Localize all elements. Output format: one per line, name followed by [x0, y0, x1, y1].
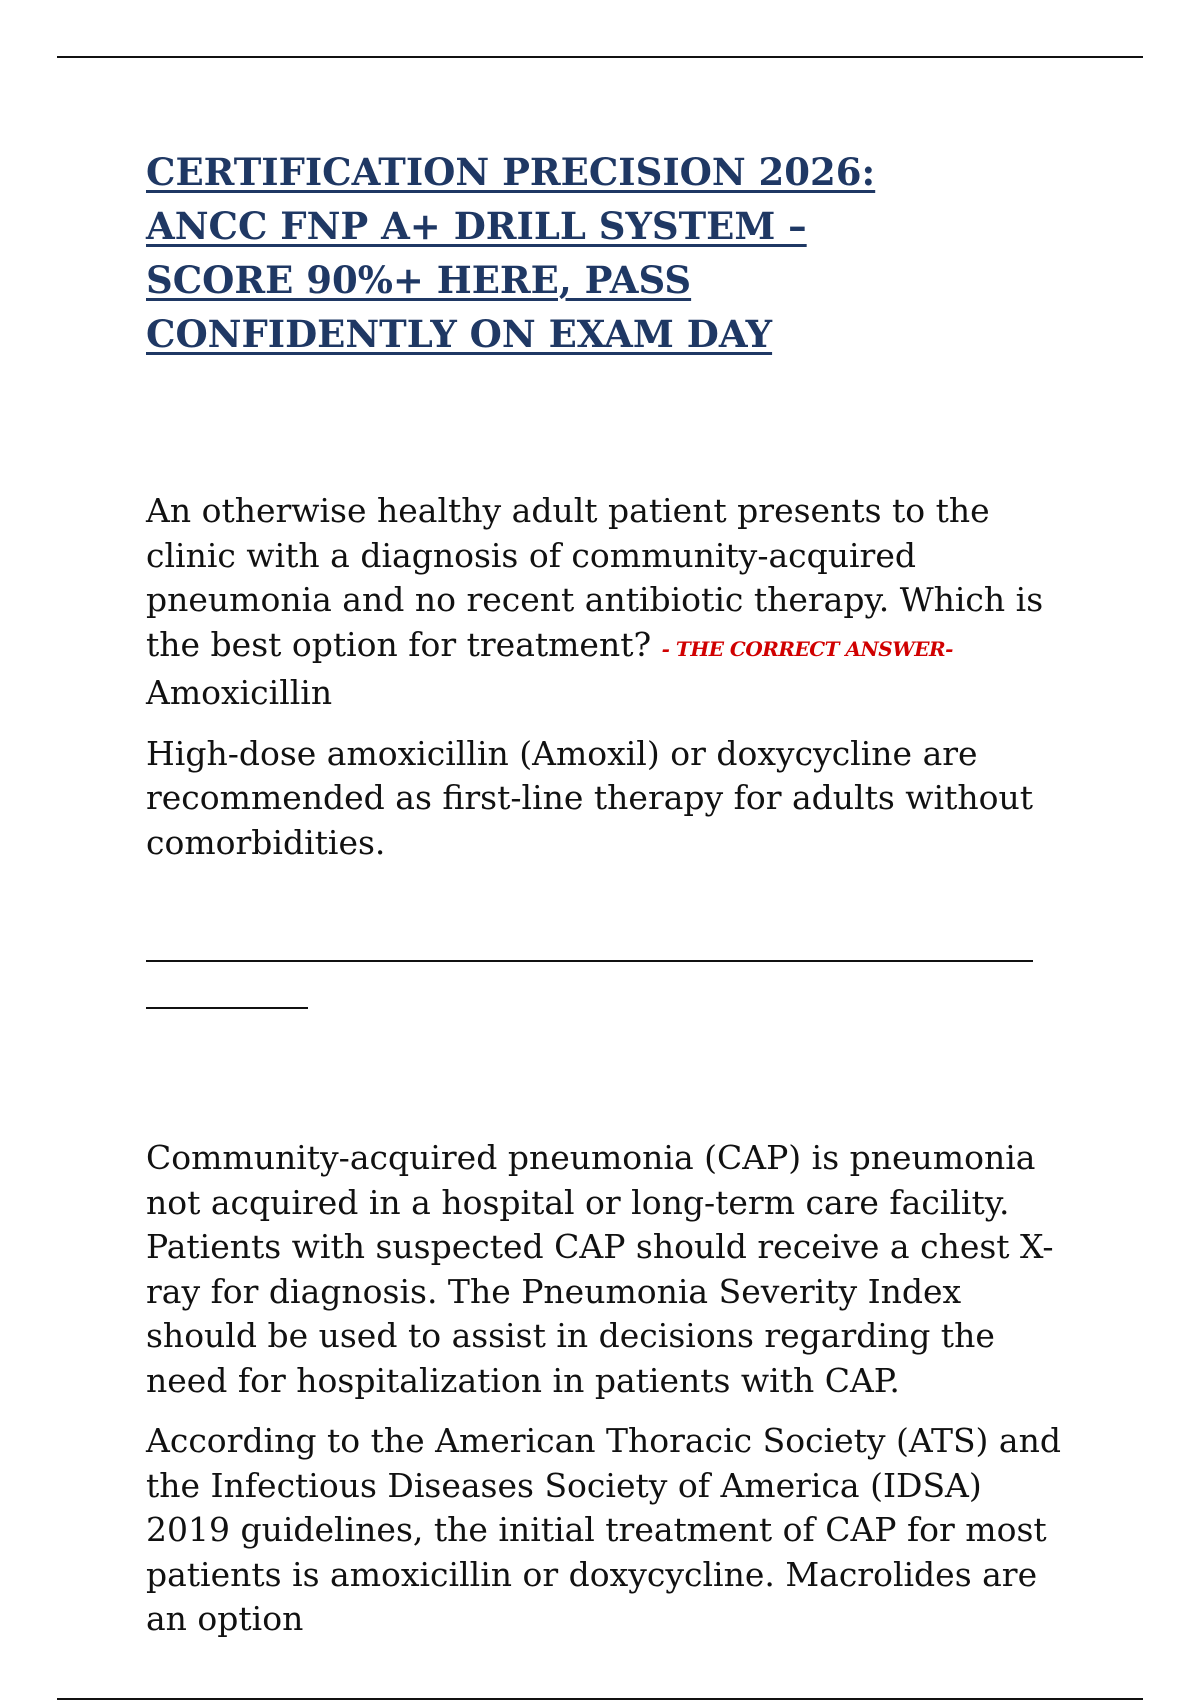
document-title — [146, 145, 1066, 361]
title-line-2: ANCC FNP A+ DRILL SYSTEM – — [146, 204, 807, 248]
separator-line-short — [146, 1007, 308, 1009]
page-content — [146, 145, 1066, 1642]
ats-paragraph: According to the American Thoracic Society (ATS) and the Infectious Diseases Society of America (IDSA) 2019 guidelines, the initial treatment of CAP for most patients is amoxicillin or doxycycline. Macrolides are an option — [146, 1421, 1061, 1638]
question-text: An otherwise healthy adult patient presents to the clinic with a diagnosis of community-acquired pneumonia and no recent antibiotic therapy. Which is the best option for treatment? — [146, 491, 1044, 664]
separator-line-long — [146, 960, 1033, 962]
rationale-paragraph: High-dose amoxicillin (Amoxil) or doxycycline are recommended as first-line therapy for adults without comorbidities. — [146, 733, 1033, 862]
title-line-1: CERTIFICATION PRECISION 2026: — [146, 150, 876, 194]
cap-paragraph: Community-acquired pneumonia (CAP) is pneumonia not acquired in a hospital or long-term care facility. Patients with suspected CAP should receive a chest X-ray for diagnosis. The Pneumonia Severity Index should be used to assist in decisions regarding the need for hospitalization in patients with CAP. — [146, 1138, 1054, 1400]
section-separator — [146, 948, 1066, 1048]
correct-answer-tag: - THE CORRECT ANSWER- — [661, 636, 953, 661]
header-rule — [57, 56, 1143, 58]
title-line-4: CONFIDENTLY ON EXAM DAY — [146, 312, 773, 356]
answer-text: Amoxicillin — [146, 673, 333, 712]
title-line-3: SCORE 90%+ HERE, PASS — [146, 258, 692, 302]
question-paragraph — [146, 489, 1066, 716]
